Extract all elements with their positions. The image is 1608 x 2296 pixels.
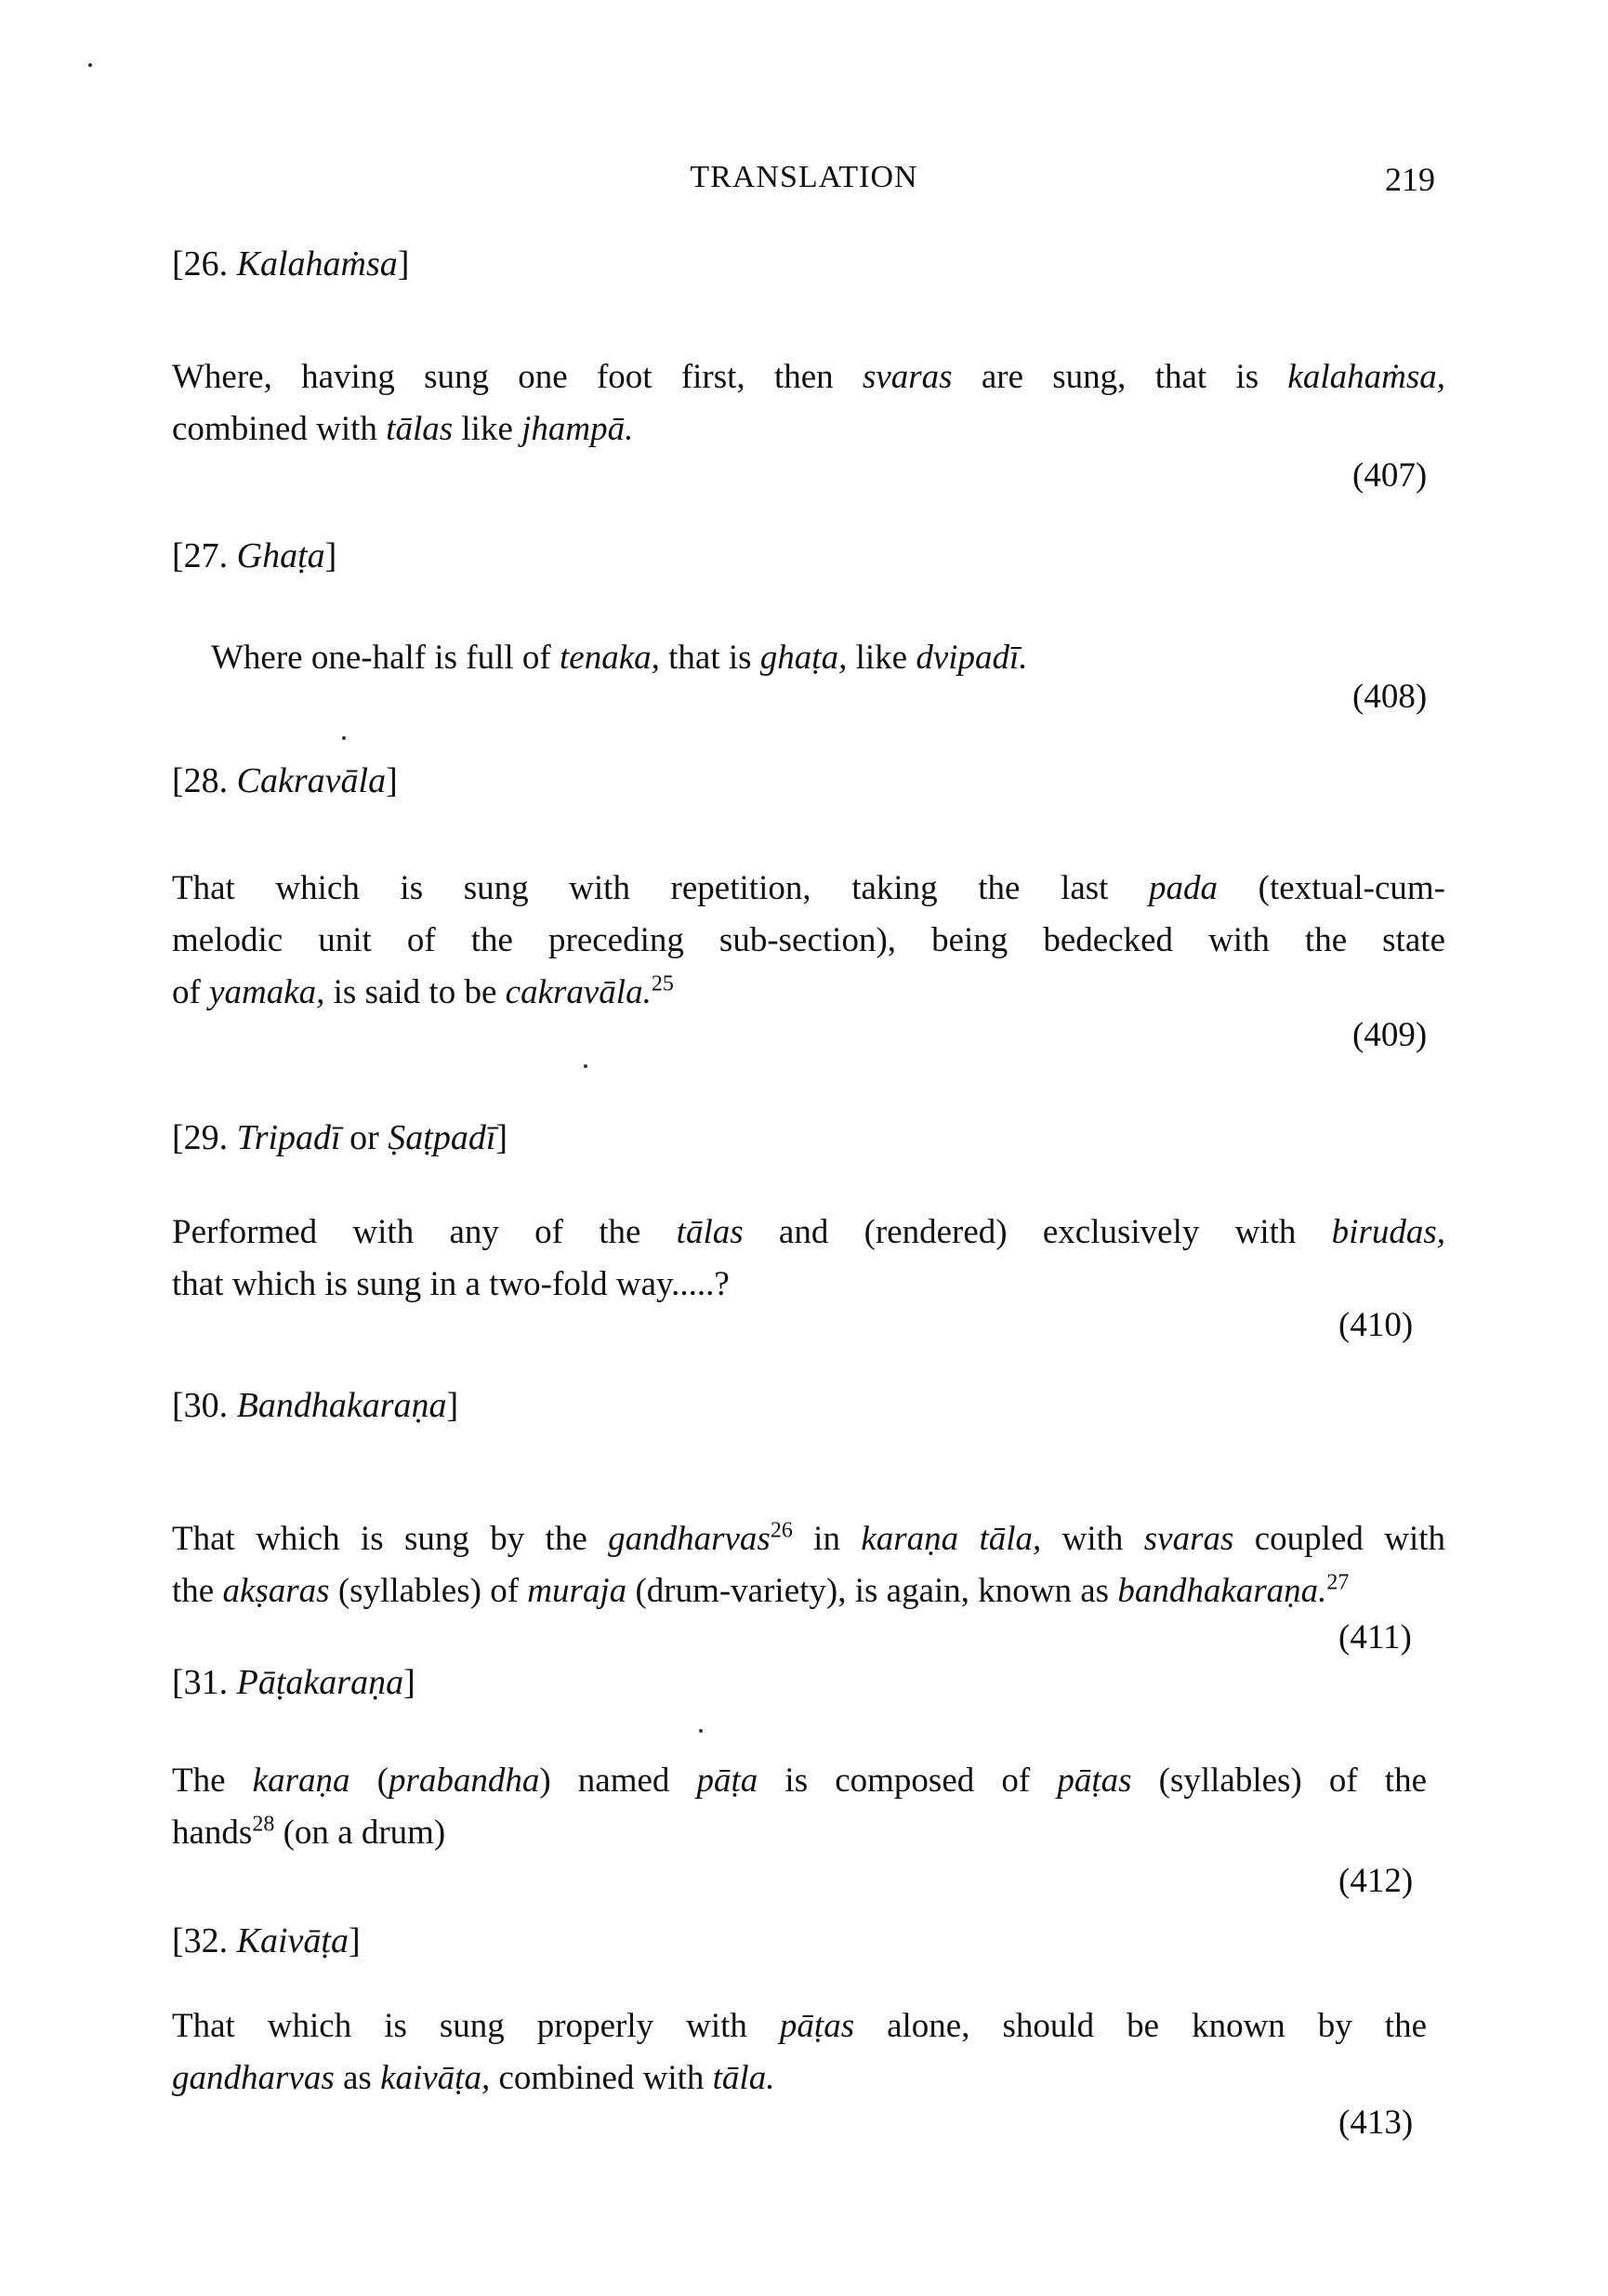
text-line xyxy=(211,632,1447,684)
section-text xyxy=(172,2000,1427,2105)
italic-term: muraja xyxy=(527,1572,627,1610)
text-run: combined with xyxy=(172,410,387,448)
text-run: That which is sung properly with xyxy=(172,2007,780,2045)
heading-name: Ghaṭa xyxy=(236,536,325,575)
text-line xyxy=(172,1565,1445,1617)
text-run: ( xyxy=(349,1762,389,1800)
text-run: (syllables) of xyxy=(329,1572,528,1610)
text-run: is composed of xyxy=(758,1762,1058,1800)
text-run: of xyxy=(172,973,210,1011)
section-text xyxy=(172,1207,1445,1311)
text-run: with xyxy=(1041,1520,1144,1558)
footnote-ref: 26 xyxy=(770,1518,793,1543)
heading-number: [26. xyxy=(172,244,237,284)
text-line xyxy=(172,915,1445,967)
italic-term: pada xyxy=(1149,869,1219,907)
print-speck xyxy=(699,1729,703,1733)
section-heading xyxy=(172,244,409,284)
section-text xyxy=(172,351,1445,455)
italic-term: akṣaras xyxy=(222,1572,330,1610)
heading-name: Kalahaṁsa xyxy=(236,244,398,284)
section-text xyxy=(211,632,1447,684)
text-run: (syllables) of the xyxy=(1131,1762,1428,1800)
text-run: that is xyxy=(659,639,760,677)
section-heading xyxy=(172,1920,361,1961)
verse-number: (411) xyxy=(1338,1618,1412,1656)
verse-number: (413) xyxy=(1338,2104,1414,2142)
verse-number: (412) xyxy=(1338,1862,1414,1900)
text-run: That which is sung with repetition, taking the last xyxy=(172,869,1150,907)
text-run: in xyxy=(792,1520,862,1558)
verse-number: (407) xyxy=(1352,456,1428,495)
heading-name-alt: Ṣaṭpadī xyxy=(388,1118,496,1157)
heading-number: [27. xyxy=(172,536,237,575)
heading-number: [31. xyxy=(172,1663,237,1702)
italic-term: yamaka, xyxy=(209,973,325,1011)
heading-bracket: ] xyxy=(397,244,410,284)
text-run: (on a drum) xyxy=(274,1814,446,1852)
heading-name: Tripadī xyxy=(236,1118,341,1157)
section-heading xyxy=(172,760,398,801)
section-text xyxy=(172,1513,1445,1617)
text-run: The xyxy=(172,1762,253,1800)
heading-bracket: ] xyxy=(403,1663,415,1702)
italic-term: tālas xyxy=(676,1213,744,1251)
text-run: that which is sung in a two-fold way.....? xyxy=(172,1265,730,1303)
text-line xyxy=(172,967,1445,1019)
heading-name: Bandhakaraṇa xyxy=(236,1386,447,1425)
section-text xyxy=(172,863,1445,1019)
heading-number: [28. xyxy=(172,761,237,800)
heading-bracket: ] xyxy=(446,1386,459,1425)
heading-name: Cakravāla xyxy=(236,761,387,800)
heading-number: [29. xyxy=(172,1118,237,1157)
heading-bracket: ] xyxy=(495,1118,508,1157)
heading-name: Pāṭakaraṇa xyxy=(236,1663,404,1702)
text-run: and (rendered) exclusively with xyxy=(743,1213,1332,1251)
italic-term: kalahaṁsa, xyxy=(1287,358,1445,396)
text-run: are sung, that is xyxy=(952,358,1288,396)
text-run: melodic unit of the preceding sub-section), being bedecked with the state xyxy=(172,921,1445,959)
text-run: like xyxy=(847,639,916,677)
text-line xyxy=(172,1807,1427,1859)
heading-number: [32. xyxy=(172,1921,237,1960)
italic-term: kaivāṭa, xyxy=(380,2059,491,2097)
text-line xyxy=(172,1259,1445,1311)
footnote-ref: 25 xyxy=(651,971,674,996)
text-run: coupled with xyxy=(1233,1520,1446,1558)
text-run: the xyxy=(172,1572,223,1610)
italic-term: dvipadī. xyxy=(916,639,1028,677)
section-heading xyxy=(172,1385,458,1426)
text-run: That which is sung by the xyxy=(172,1520,609,1558)
text-run: Where, having sung one foot first, then xyxy=(172,358,863,396)
print-speck xyxy=(584,1064,587,1068)
verse-number: (409) xyxy=(1352,1016,1428,1054)
text-run: Where one-half is full of xyxy=(211,639,560,677)
italic-term: birudas, xyxy=(1331,1213,1445,1251)
italic-term: prabandha xyxy=(388,1762,540,1800)
heading-name: Kaivāṭa xyxy=(236,1921,349,1960)
text-run: Performed with any of the xyxy=(172,1213,677,1251)
italic-term: tālas xyxy=(386,410,454,448)
heading-number: [30. xyxy=(172,1386,237,1425)
italic-term: ghaṭa, xyxy=(759,639,848,677)
italic-term: tenaka, xyxy=(560,639,660,677)
text-run: ) named xyxy=(539,1762,697,1800)
italic-term: bandhakaraṇa. xyxy=(1117,1572,1327,1610)
text-line xyxy=(172,403,1445,455)
italic-term: cakravāla. xyxy=(505,973,652,1011)
italic-term: pāṭa xyxy=(696,1762,758,1800)
footnote-ref: 27 xyxy=(1326,1570,1350,1595)
section-text xyxy=(172,1755,1427,1859)
italic-term: jhampā. xyxy=(521,410,634,448)
text-line xyxy=(172,1207,1445,1259)
header-title: TRANSLATION xyxy=(690,160,918,194)
text-line xyxy=(172,2052,1427,2105)
heading-bracket: ] xyxy=(348,1921,361,1960)
text-line xyxy=(172,863,1445,915)
text-run: alone, should be known by the xyxy=(854,2007,1427,2045)
text-line xyxy=(172,351,1445,403)
page-number: 219 xyxy=(1385,161,1435,198)
text-line xyxy=(172,1755,1427,1807)
italic-term: gandharvas xyxy=(172,2059,335,2097)
italic-term: gandharvas xyxy=(608,1520,771,1558)
verse-number: (408) xyxy=(1352,678,1428,716)
heading-connector: or xyxy=(340,1118,389,1157)
text-line xyxy=(172,1513,1445,1565)
text-run: (textual-cum- xyxy=(1218,869,1445,907)
italic-term: karaṇa tāla, xyxy=(861,1520,1042,1558)
italic-term: svaras xyxy=(862,358,953,396)
text-run: combined with xyxy=(490,2059,713,2097)
text-run: as xyxy=(334,2059,381,2097)
italic-term: svaras xyxy=(1143,1520,1234,1558)
print-speck xyxy=(88,63,92,67)
verse-number: (410) xyxy=(1338,1306,1414,1344)
text-run: is said to be xyxy=(324,973,506,1011)
print-speck xyxy=(342,736,346,740)
section-heading xyxy=(172,535,336,576)
italic-term: pāṭas xyxy=(1057,1762,1132,1800)
heading-bracket: ] xyxy=(386,761,398,800)
italic-term: tāla. xyxy=(712,2059,775,2097)
footnote-ref: 28 xyxy=(252,1812,275,1837)
section-heading xyxy=(172,1117,507,1158)
section-heading xyxy=(172,1662,415,1703)
italic-term: pāṭas xyxy=(779,2007,855,2045)
text-run: (drum-variety), is again, known as xyxy=(626,1572,1118,1610)
text-run: hands xyxy=(172,1814,253,1852)
text-run: like xyxy=(453,410,522,448)
italic-term: karaṇa xyxy=(252,1762,350,1800)
text-line xyxy=(172,2000,1427,2052)
heading-bracket: ] xyxy=(324,536,337,575)
